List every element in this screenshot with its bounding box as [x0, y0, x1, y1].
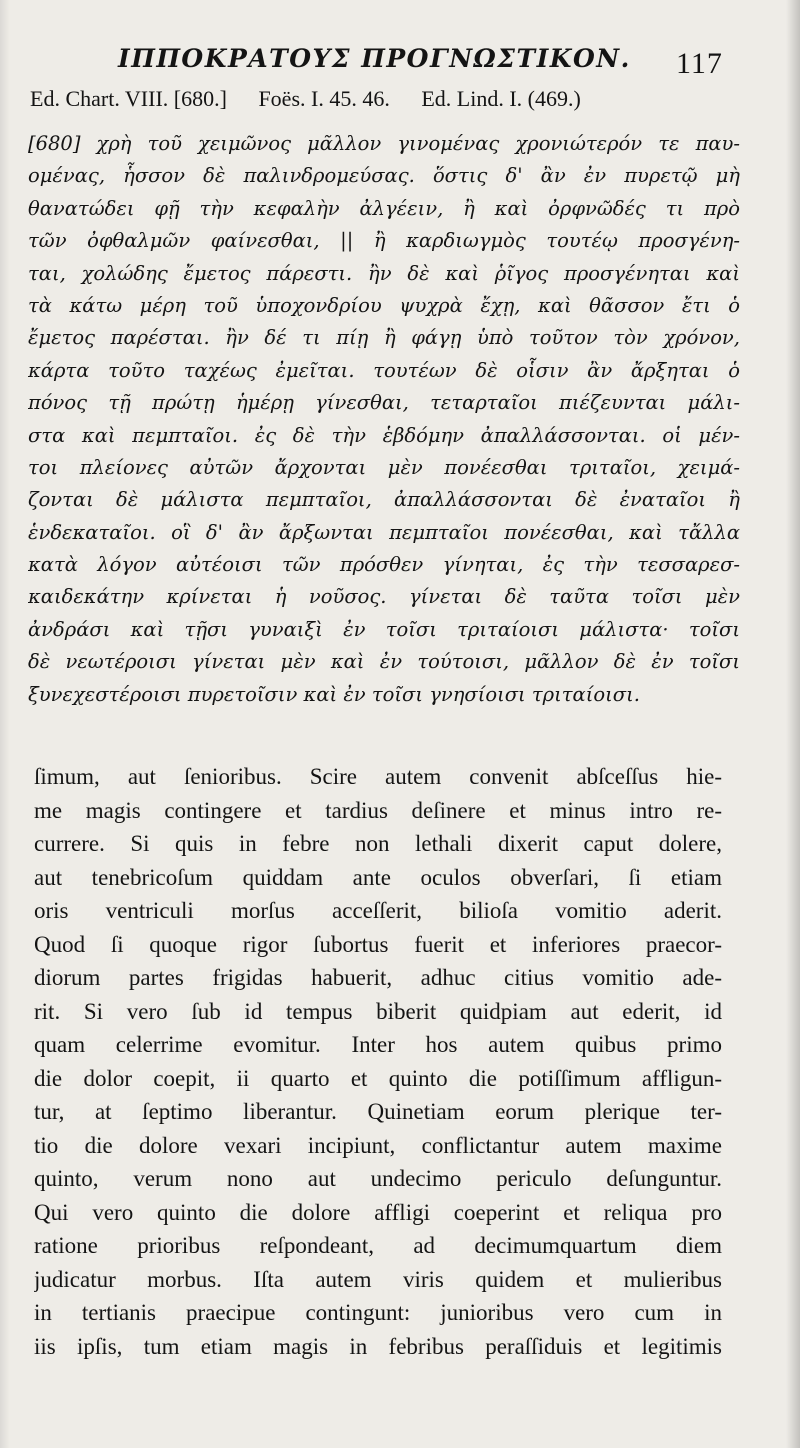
- latin-line: rit. Si vero ſub id tempus biberit quidpiam aut ederit, id: [34, 998, 722, 1024]
- greek-line: τῶν ὀφθαλμῶν φαίνεσθαι, || ἢ καρδιωγμὸς τουτέῳ προσγένη-: [28, 229, 740, 253]
- latin-line: currere. Si quis in febre non lethali dixerit caput dolere,: [34, 831, 722, 856]
- latin-line: ſimum, aut ſenioribus. Scire autem convenit abſceſſus hie-: [34, 764, 722, 789]
- latin-line: ratione prioribus reſpondeant, ad decimumquartum diem: [34, 1233, 722, 1258]
- greek-line: στα καὶ πεμπταῖοι. ἐς δὲ τὴν ἑβδόμην ἀπαλλάσσονται. οἱ μέν-: [28, 423, 740, 447]
- greek-line: τοι πλείονες αὐτῶν ἄρχονται μὲν πονέεσθαι τριταῖοι, χειμά-: [28, 455, 740, 479]
- edition-ref-foes: Foës. I. 45. 46.: [258, 86, 390, 111]
- greek-text-block: [28, 128, 740, 711]
- latin-line: Qui vero quinto die dolore affligi coeperint et reliqua pro: [34, 1199, 722, 1225]
- latin-line: iis ipſis, tum etiam magis in febribus peraſſiduis et legitimis: [34, 1333, 722, 1359]
- greek-line: κατὰ λόγον αὐτέοισι τῶν πρόσθεν γίνηται, ἐς τὴν τεσσαρεσ-: [28, 553, 740, 577]
- greek-line: ἀνδράσι καὶ τῇσι γυναιξὶ ἐν τοῖσι τριταίοισι μάλιστα· τοῖσι: [28, 617, 740, 641]
- page-number: 117: [676, 47, 723, 80]
- latin-line: oris ventriculi morſus acceſſerit, bilioſa vomitio aderit.: [34, 898, 722, 923]
- edition-references: [30, 86, 730, 112]
- greek-line: κάρτα τοῦτο ταχέως ἐμεῖται. τουτέων δὲ οἷσιν ἂν ἄρξηται ὁ: [28, 358, 740, 382]
- greek-line: ξυνεχεστέροισι πυρετοῖσιν καὶ ἐν τοῖσι γνησίοισι τριταίοισι.: [28, 682, 640, 706]
- edition-ref-chart: Ed. Chart. VIII. [680.]: [30, 86, 227, 111]
- page-gutter-shadow: [0, 0, 10, 1448]
- greek-line: δὲ νεωτέροισι γίνεται μὲν καὶ ἐν τούτοισι, μᾶλλον δὲ ἐν τοῖσι: [28, 650, 740, 674]
- latin-text-block: [34, 760, 722, 1363]
- greek-line: ομένας, ἧσσον δὲ παλινδρομεύσας. ὅστις δ' ἂν ἐν πυρετῷ μὴ: [28, 164, 740, 188]
- latin-line: tur, at ſeptimo liberantur. Quinetiam eorum plerique ter-: [34, 1099, 722, 1124]
- greek-line: ται, χολώδης ἔμετος πάρεστι. ἢν δὲ καὶ ῥῖγος προσγένηται καὶ: [28, 261, 740, 285]
- greek-line: [680] χρὴ τοῦ χειμῶνος μᾶλλον γινομένας χρονιώτερόν τε παυ-: [28, 132, 740, 155]
- edition-ref-lind: Ed. Lind. I. (469.): [421, 86, 581, 111]
- latin-line: in tertianis praecipue contingunt: junioribus vero cum in: [34, 1300, 722, 1325]
- latin-line: me magis contingere et tardius deſinere et minus intro re-: [34, 797, 722, 823]
- latin-line: aut tenebricoſum quiddam ante oculos obverſari, ſi etiam: [34, 864, 722, 890]
- latin-line: judicatur morbus. Iſta autem viris quidem et mulieribus: [34, 1266, 722, 1292]
- latin-line: quam celerrime evomitur. Inter hos autem quibus primo: [34, 1032, 722, 1057]
- latin-line: die dolor coepit, ii quarto et quinto die potiſſimum affligun-: [34, 1065, 722, 1091]
- running-title: ΙΠΠΟΚΡΑΤΟΥΣ ΠΡΟΓΝΩΣΤΙΚΟΝ.: [118, 44, 631, 73]
- greek-line: ἔμετος παρέσται. ἢν δέ τι πίῃ ἢ φάγῃ ὑπὸ τοῦτον τὸν χρόνον,: [28, 326, 740, 350]
- greek-line: τὰ κάτω μέρη τοῦ ὑποχονδρίου ψυχρὰ ἔχῃ, καὶ θᾶσσον ἔτι ὁ: [28, 293, 740, 317]
- latin-line: diorum partes frigidas habuerit, adhuc citius vomitio ade-: [34, 965, 722, 990]
- greek-line: καιδεκάτην κρίνεται ἡ νοῦσος. γίνεται δὲ ταῦτα τοῖσι μὲν: [28, 585, 740, 609]
- latin-line: quinto, verum nono aut undecimo periculo deſunguntur.: [34, 1166, 722, 1191]
- greek-line: θανατώδει φῇ τὴν κεφαλὴν ἀλγέειν, ἢ καὶ ὀρφνῶδές τι πρὸ: [28, 196, 740, 220]
- greek-line: πόνος τῇ πρώτῃ ἡμέρῃ γίνεσθαι, τεταρταῖοι πιέζευνται μάλι-: [28, 391, 740, 415]
- greek-line: ζονται δὲ μάλιστα πεμπταῖοι, ἀπαλλάσσονται δὲ ἐναταῖοι ἢ: [28, 488, 740, 512]
- latin-line: Quod ſi quoque rigor ſubortus fuerit et inferiores praecor-: [34, 931, 722, 957]
- greek-line: ἑνδεκαταῖοι. οἳ δ' ἂν ἄρξωνται πεμπταῖοι πονέεσθαι, καὶ τἄλλα: [28, 520, 740, 544]
- page-edge-shadow: [786, 0, 800, 1448]
- latin-line: tio die dolore vexari incipiunt, conflictantur autem maxime: [34, 1132, 722, 1158]
